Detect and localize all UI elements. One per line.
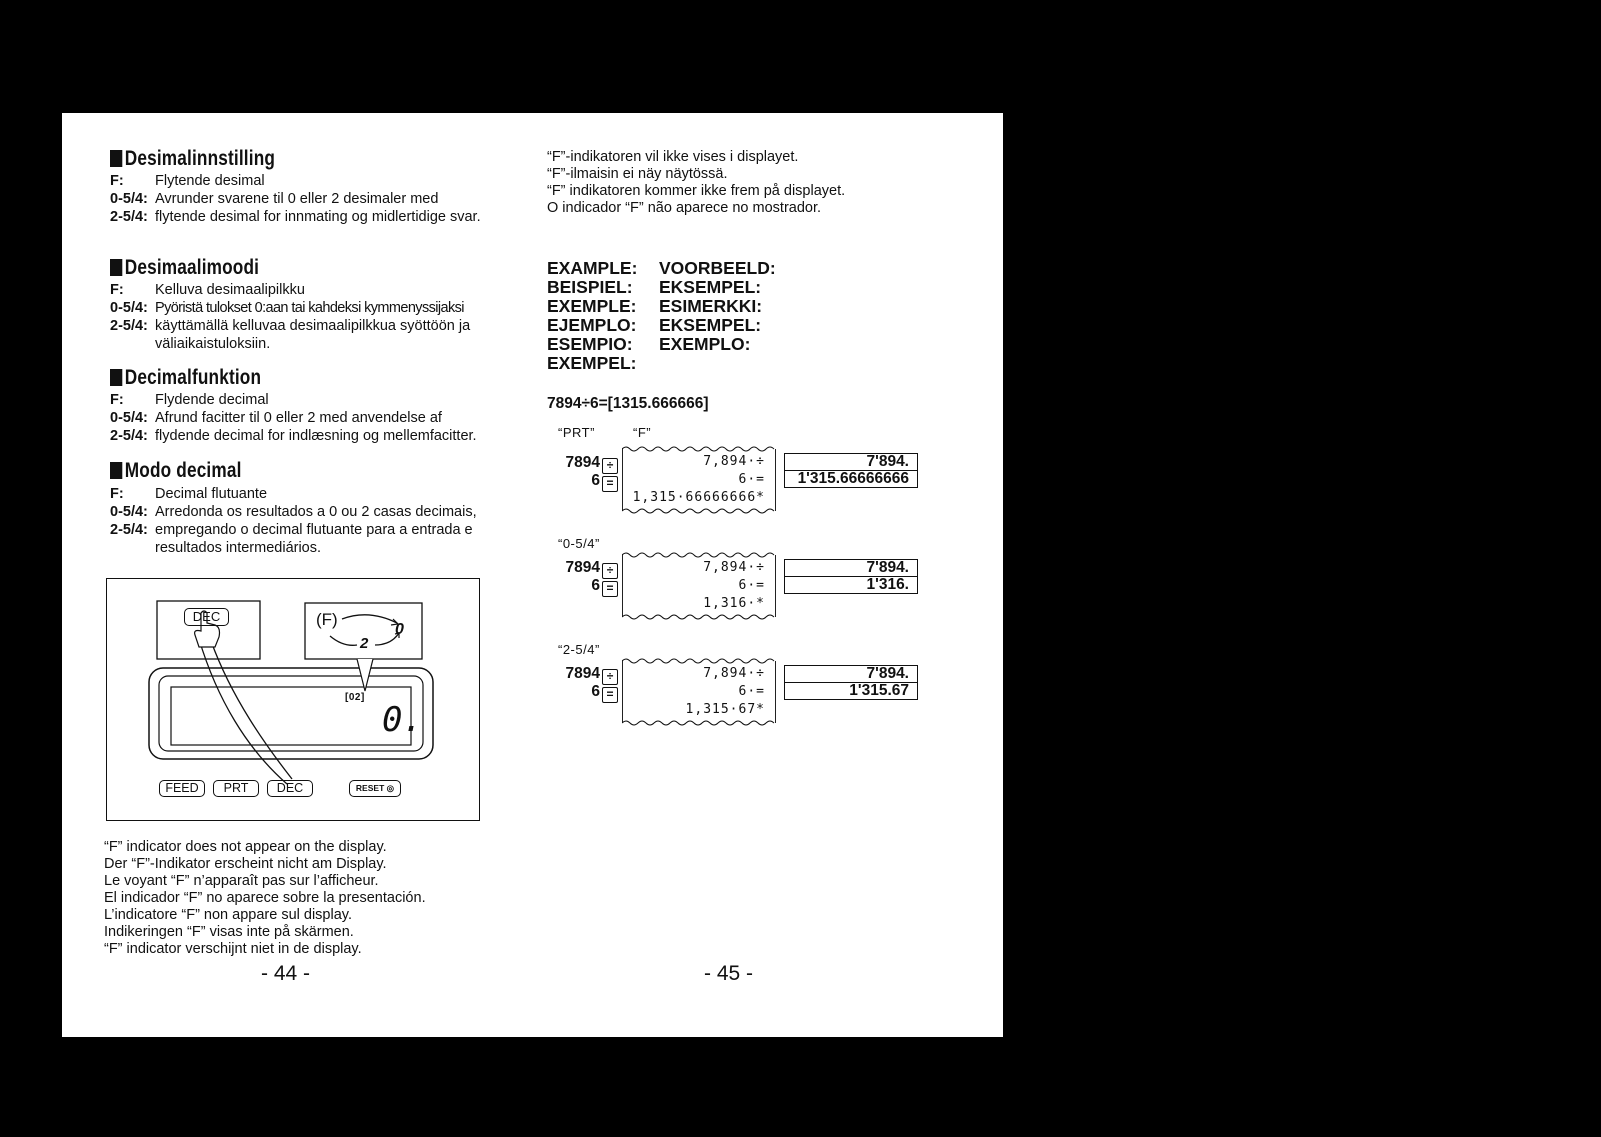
bullet-square-icon [110,462,122,479]
feed-button: FEED [159,780,205,797]
example-word: ESIMERKKI: [659,296,763,316]
scan-border-top [0,0,1601,36]
tape-line: 6·= [738,472,765,487]
note-line: “F”-indikatoren vil ikke vises i displayet. [547,149,799,165]
note-line: L’indicatore “F” non appare sul display. [104,907,352,923]
example-word: EXEMPEL: [547,353,637,373]
tape-line: 6·= [738,578,765,593]
dec-key-callout: DEC [184,608,229,626]
definition-row: resultados intermediários. [155,540,322,556]
note-line: Indikeringen “F” visas inte på skärmen. [104,924,354,940]
note-line: O indicador “F” não aparece no mostrador. [547,200,822,216]
calculator-diagram [106,578,480,821]
tape-line: 7,894·÷ [703,454,765,469]
example-word: EKSEMPEL: [659,277,762,297]
display-line: 1'315.67 [784,682,918,700]
divide-key-icon: ÷ [602,458,618,474]
decimal-indicator: [02] [345,692,365,703]
example-word: BEISPIEL: [547,277,633,297]
scan-border-right [1003,36,1601,1137]
definition-row: 2-5/4: flytende desimal for innmating og midlertidige svar. [110,209,481,225]
display-line: 7'894. [784,559,918,577]
scan-border-bottom [0,1037,1601,1137]
definition-row: 2-5/4: empregando o decimal flutuante para a entrada e [110,522,473,538]
tape-line: 1,315·66666666* [632,490,765,505]
two-label: 2 [360,635,369,652]
equals-key-icon: = [602,581,618,597]
mode-label: “2-5/4” [558,642,600,657]
dec-button: DEC [267,780,313,797]
section-heading: Modo decimal [110,459,242,483]
print-tape [622,661,776,723]
definition-row: F: Kelluva desimaalipilkku [110,282,305,298]
tape-line: 7,894·÷ [703,560,765,575]
bullet-square-icon [110,369,122,386]
definition-row: 0-5/4: Afrund facitter til 0 eller 2 med anvendelse af [110,410,442,426]
note-line: “F” indikatoren kommer ikke frem på displayet. [547,183,846,199]
definition-row: 0-5/4: Avrunder svarene til 0 eller 2 desimaler med [110,191,439,207]
definition-row: 0-5/4: Pyöristä tulokset 0:aan tai kahdeksi kymmenyssijaksi [110,300,464,316]
display-line: 7'894. [784,665,918,683]
definition-row: 2-5/4: käyttämällä kelluvaa desimaalipilkkua syöttöön ja [110,318,471,334]
definition-row: 2-5/4: flydende decimal for indlæsning og mellemfacitter. [110,428,477,444]
definition-row: F: Flytende desimal [110,173,265,189]
manual-spread [62,113,1002,1037]
zero-label: 0 [395,621,404,638]
example-word: ESEMPIO: [547,334,633,354]
divide-key-icon: ÷ [602,669,618,685]
note-line: Le voyant “F” n’apparaît pas sur l’afficheur. [104,873,379,889]
key-entry: 6 = [552,577,618,597]
divide-key-icon: ÷ [602,563,618,579]
note-line: “F” indicator verschijnt niet in de display. [104,941,362,957]
page-number: - 45 - [704,962,754,985]
note-line: “F” indicator does not appear on the display. [104,839,387,855]
equals-key-icon: = [602,476,618,492]
note-line: El indicador “F” no aparece sobre la presentación. [104,890,426,906]
reset-button: RESET ◎ [349,780,401,797]
print-tape [622,449,776,511]
section-heading: Desimalinnstilling [110,147,275,171]
key-entry: 7894 ÷ [552,665,618,685]
formula: 7894÷6=[1315.666666] [547,395,709,412]
display-digit: 0. [382,700,423,740]
print-tape [622,555,776,617]
key-entry: 6 = [552,472,618,492]
tape-line: 1,316·* [703,596,765,611]
display-line: 1'315.66666666 [784,470,918,488]
bullet-square-icon [110,259,122,276]
section-heading: Decimalfunktion [110,366,261,390]
equals-key-icon: = [602,687,618,703]
section-heading: Desimaalimoodi [110,256,259,280]
example-word: EXEMPLE: [547,296,637,316]
key-entry: 7894 ÷ [552,454,618,474]
display-line: 1'316. [784,576,918,594]
definition-row: F: Decimal flutuante [110,486,268,502]
display-line: 7'894. [784,453,918,471]
key-entry: 6 = [552,683,618,703]
key-entry: 7894 ÷ [552,559,618,579]
example-word: EXEMPLO: [659,334,751,354]
mode-label-prt: “PRT” [558,425,595,440]
page-number: - 44 - [261,962,311,985]
f-label: (F) [316,610,338,629]
tape-line: 6·= [738,684,765,699]
note-line: Der “F”-Indikator erscheint nicht am Display. [104,856,387,872]
scan-border-topband [8,36,1003,113]
example-word: VOORBEELD: [659,258,776,278]
note-line: “F”-ilmaisin ei näy näytössä. [547,166,728,182]
example-word: EKSEMPEL: [659,315,762,335]
mode-label: “0-5/4” [558,536,600,551]
prt-button: PRT [213,780,259,797]
example-word: EJEMPLO: [547,315,637,335]
tape-line: 1,315·67* [685,702,765,717]
scan-border-left [0,36,8,1137]
tape-line: 7,894·÷ [703,666,765,681]
example-word: EXAMPLE: [547,258,638,278]
definition-row: F: Flydende decimal [110,392,269,408]
definition-row: 0-5/4: Arredonda os resultados a 0 ou 2 casas decimais, [110,504,477,520]
bullet-square-icon [110,150,122,167]
definition-row: väliaikaistuloksiin. [155,336,271,352]
reset-dot-icon: ◎ [386,783,395,793]
scan-border-leftband [8,113,62,1037]
mode-label-f: “F” [633,425,652,440]
